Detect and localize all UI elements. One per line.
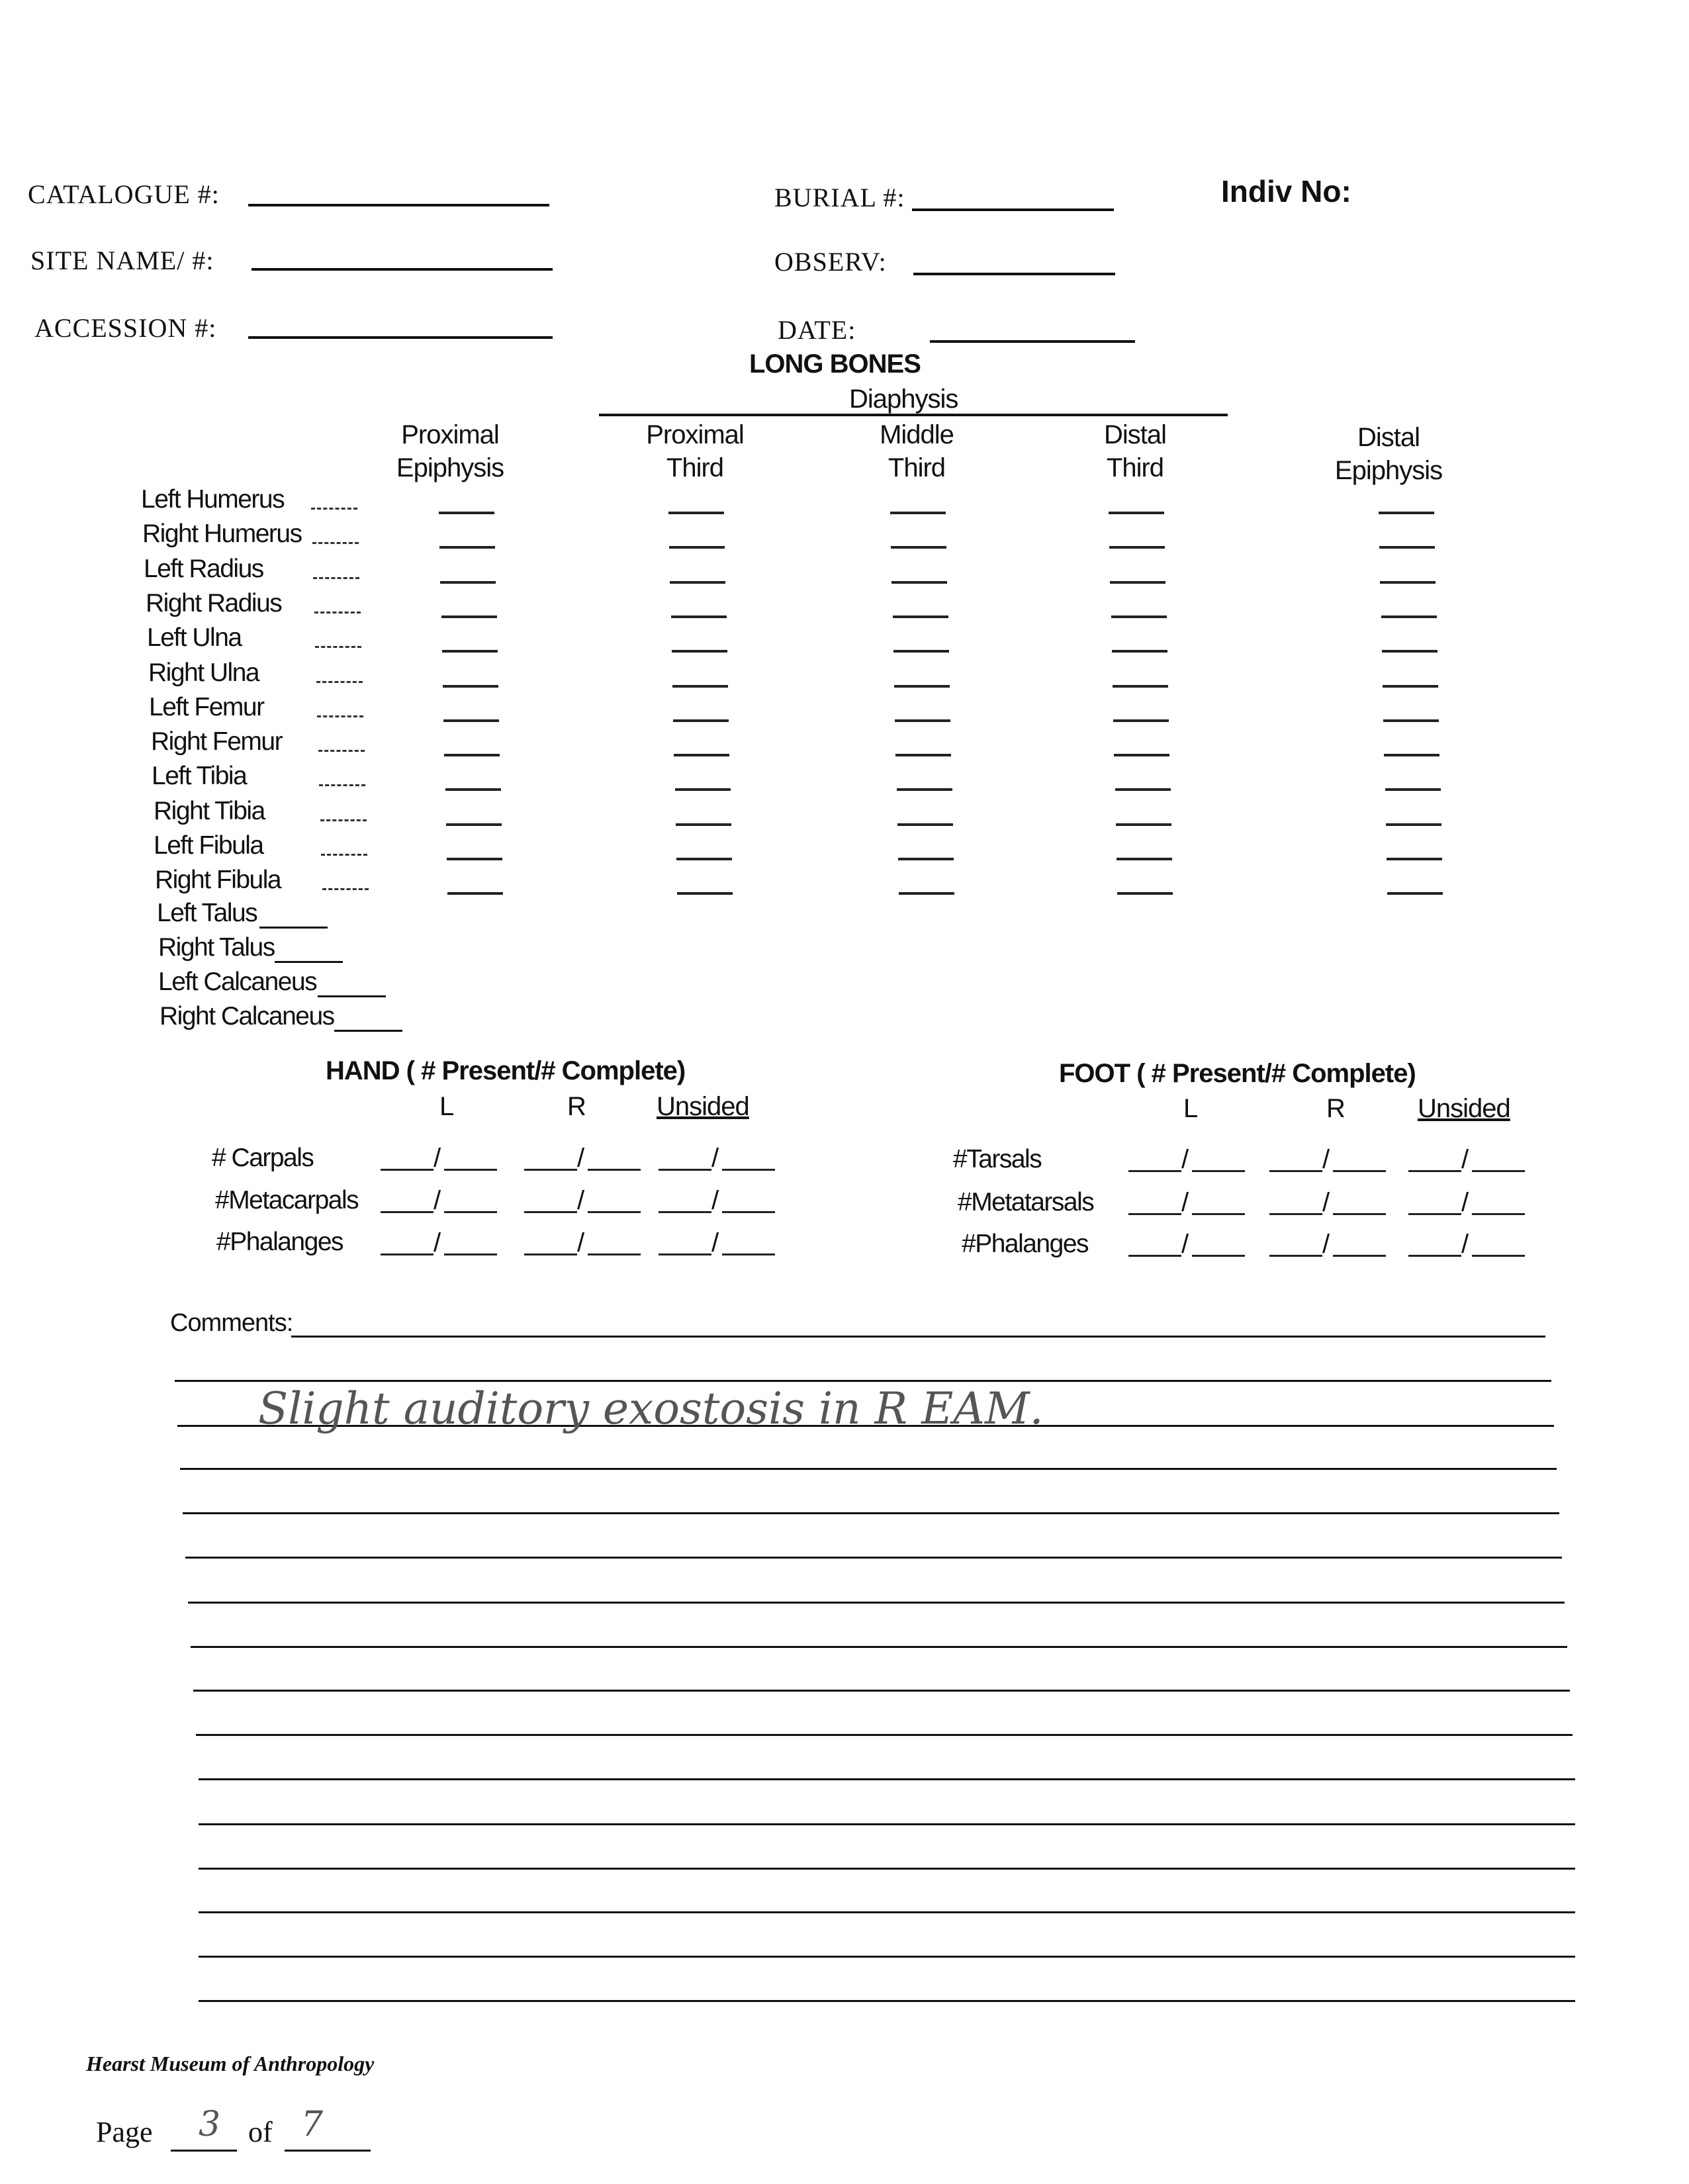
comment-line: [185, 1557, 1562, 1559]
fraction-slash: /: [1181, 1145, 1188, 1174]
bone-cell-field[interactable]: [440, 581, 496, 584]
talus-right-field[interactable]: [275, 961, 343, 963]
bone-label: Right Humerus: [142, 520, 302, 549]
bone-label: Left Calcaneus: [158, 968, 317, 996]
column-distal-epiphysis: Distal Epiphysis: [1334, 423, 1443, 485]
hand-col-unsided: Unsided: [657, 1092, 749, 1121]
comment-line: [199, 1778, 1575, 1780]
column-distal-third: Distal Third: [1103, 420, 1167, 482]
bone-cell-field[interactable]: [669, 546, 725, 549]
bone-row-presence-field[interactable]: [318, 750, 365, 752]
complete-count-field[interactable]: [1192, 1170, 1245, 1172]
bone-cell-field[interactable]: [1384, 754, 1439, 756]
present-count-field[interactable]: [1269, 1255, 1322, 1257]
hand-title: HAND ( # Present/# Complete): [326, 1056, 686, 1085]
fraction-slash: /: [1461, 1188, 1468, 1217]
bone-cell-field[interactable]: [672, 685, 728, 688]
bone-cell-field[interactable]: [893, 650, 949, 653]
bone-cell-field[interactable]: [439, 512, 494, 514]
fraction-slash: /: [577, 1186, 584, 1215]
present-count-field[interactable]: [1128, 1170, 1181, 1172]
complete-count-field[interactable]: [1333, 1170, 1386, 1172]
comment-line: [193, 1690, 1570, 1692]
bone-label: Left Femur: [149, 692, 264, 721]
complete-count-field[interactable]: [1333, 1255, 1386, 1257]
bone-label: Right Tibia: [154, 796, 265, 825]
bone-cell-field[interactable]: [1111, 615, 1167, 618]
bone-cell-field[interactable]: [447, 892, 503, 895]
bone-cell-field[interactable]: [439, 546, 495, 549]
foot-row-metatarsals: #Metatarsals: [958, 1188, 1094, 1216]
observ-label: OBSERV:: [774, 247, 887, 277]
bone-row-presence-field[interactable]: [321, 854, 367, 856]
bone-cell-field[interactable]: [441, 615, 497, 618]
bone-cell-field[interactable]: [1113, 685, 1168, 688]
fraction-slash: /: [1461, 1230, 1468, 1259]
accession-label: ACCESSION #:: [34, 313, 217, 343]
bone-cell-field[interactable]: [1114, 754, 1169, 756]
bone-cell-field[interactable]: [1116, 823, 1171, 826]
present-count-field[interactable]: [381, 1211, 434, 1213]
hand-row-metacarpals: #Metacarpals: [215, 1186, 359, 1214]
complete-count-field[interactable]: [1472, 1170, 1525, 1172]
present-count-field[interactable]: [1128, 1255, 1181, 1257]
fraction-slash: /: [1461, 1145, 1468, 1174]
bone-cell-field[interactable]: [676, 823, 731, 826]
present-count-field[interactable]: [381, 1169, 434, 1171]
bone-cell-field[interactable]: [443, 719, 499, 722]
bone-row-presence-field[interactable]: [317, 715, 363, 717]
page-total-line: [285, 2150, 371, 2152]
present-count-field[interactable]: [659, 1211, 711, 1213]
comment-line: [191, 1646, 1567, 1648]
complete-count-field[interactable]: [1192, 1255, 1245, 1257]
comment-line: [199, 2000, 1575, 2002]
fraction-slash: /: [1181, 1230, 1188, 1259]
present-count-field[interactable]: [1269, 1213, 1322, 1215]
hand-row-phalanges: #Phalanges: [216, 1228, 343, 1256]
comment-line: [175, 1380, 1551, 1382]
bone-label: Right Femur: [151, 727, 283, 756]
accession-field[interactable]: [248, 336, 553, 339]
bone-label: Left Ulna: [147, 623, 242, 653]
complete-count-field[interactable]: [588, 1211, 641, 1213]
bone-cell-field[interactable]: [676, 858, 732, 860]
bone-cell-field[interactable]: [1385, 788, 1441, 791]
comment-line: [199, 1911, 1575, 1913]
date-label: DATE:: [778, 315, 856, 345]
complete-count-field[interactable]: [722, 1169, 775, 1171]
bone-row-presence-field[interactable]: [315, 646, 361, 648]
bone-cell-field[interactable]: [1380, 581, 1436, 584]
bone-row-presence-field[interactable]: [313, 577, 359, 579]
bone-cell-field[interactable]: [898, 858, 954, 860]
bone-cell-field[interactable]: [1379, 546, 1435, 549]
comments-label: Comments:: [170, 1309, 293, 1337]
complete-count-field[interactable]: [444, 1169, 497, 1171]
burial-label: BURIAL #:: [774, 183, 905, 212]
bone-cell-field[interactable]: [1117, 858, 1172, 860]
complete-count-field[interactable]: [444, 1253, 497, 1255]
page-number: 3: [199, 2105, 221, 2144]
bone-cell-field[interactable]: [891, 581, 947, 584]
bone-cell-field[interactable]: [447, 858, 502, 860]
present-count-field[interactable]: [524, 1253, 577, 1255]
fraction-slash: /: [434, 1186, 440, 1215]
complete-count-field[interactable]: [1192, 1213, 1245, 1215]
bone-row-presence-field[interactable]: [311, 508, 357, 510]
present-count-field[interactable]: [1408, 1170, 1461, 1172]
bone-cell-field[interactable]: [442, 650, 498, 653]
bone-row-presence-field[interactable]: [312, 542, 359, 544]
comment-line: [199, 1956, 1575, 1958]
bone-cell-field[interactable]: [897, 823, 953, 826]
bone-label: Left Tibia: [152, 762, 247, 791]
calcaneus-left-field[interactable]: [318, 995, 386, 997]
bone-label: Right Ulna: [148, 658, 259, 687]
fraction-slash: /: [577, 1228, 584, 1257]
present-count-field[interactable]: [1128, 1213, 1181, 1215]
present-count-field[interactable]: [659, 1169, 711, 1171]
calcaneus-right-field[interactable]: [334, 1030, 402, 1032]
bone-label: Left Radius: [144, 554, 263, 583]
complete-count-field[interactable]: [722, 1211, 775, 1213]
present-count-field[interactable]: [1408, 1255, 1461, 1257]
bone-label: Right Radius: [146, 588, 282, 617]
bone-label: Left Fibula: [154, 831, 263, 860]
hand-col-r: R: [567, 1092, 586, 1121]
complete-count-field[interactable]: [1472, 1213, 1525, 1215]
observ-field[interactable]: [913, 273, 1115, 275]
fraction-slash: /: [711, 1228, 718, 1257]
bone-cell-field[interactable]: [1383, 719, 1439, 722]
comment-line: [199, 1868, 1575, 1870]
foot-col-unsided: Unsided: [1418, 1094, 1510, 1123]
bone-cell-field[interactable]: [443, 685, 498, 688]
fraction-slash: /: [1322, 1230, 1329, 1259]
site-name-field[interactable]: [251, 268, 553, 271]
bone-label: Left Humerus: [141, 485, 285, 514]
bone-cell-field[interactable]: [1110, 581, 1165, 584]
bone-cell-field[interactable]: [895, 719, 950, 722]
comment-line: [196, 1734, 1573, 1736]
long-bones-title: LONG BONES: [749, 349, 921, 379]
diaphysis-rule: [599, 414, 1228, 416]
present-count-field[interactable]: [1408, 1213, 1461, 1215]
fraction-slash: /: [577, 1144, 584, 1173]
fraction-slash: /: [434, 1144, 440, 1173]
site-name-label: SITE NAME/ #:: [30, 246, 214, 275]
foot-row-tarsals: #Tarsals: [953, 1145, 1042, 1173]
bone-cell-field[interactable]: [894, 685, 950, 688]
fraction-slash: /: [1322, 1145, 1329, 1174]
bone-cell-field[interactable]: [1115, 788, 1171, 791]
bone-cell-field[interactable]: [1386, 823, 1441, 826]
bone-cell-field[interactable]: [1112, 650, 1167, 653]
bone-cell-field[interactable]: [671, 615, 727, 618]
bone-cell-field[interactable]: [893, 615, 948, 618]
page-total: 7: [301, 2105, 324, 2144]
institution-name: Hearst Museum of Anthropology: [86, 2052, 375, 2075]
comment-line: [183, 1512, 1559, 1514]
column-proximal-epiphysis: Proximal Epiphysis: [396, 420, 504, 482]
foot-title: FOOT ( # Present/# Complete): [1059, 1059, 1416, 1088]
complete-count-field[interactable]: [1472, 1255, 1525, 1257]
fraction-slash: /: [711, 1144, 718, 1173]
page-number-line: [171, 2150, 237, 2152]
page-label: Page: [96, 2116, 153, 2148]
bone-row-presence-field[interactable]: [320, 819, 367, 821]
bone-cell-field[interactable]: [897, 788, 952, 791]
bone-cell-field[interactable]: [1379, 512, 1434, 514]
hand-row-carpals: # Carpals: [212, 1144, 314, 1172]
bone-cell-field[interactable]: [1383, 685, 1438, 688]
bone-cell-field[interactable]: [1387, 858, 1442, 860]
bone-cell-field[interactable]: [890, 512, 946, 514]
bone-cell-field[interactable]: [445, 788, 501, 791]
fraction-slash: /: [1181, 1188, 1188, 1217]
bone-row-presence-field[interactable]: [314, 612, 361, 614]
comment-line: [291, 1336, 1545, 1338]
foot-col-r: R: [1326, 1094, 1346, 1123]
catalogue-label: CATALOGUE #:: [28, 179, 220, 209]
bone-label: Left Talus: [157, 899, 257, 927]
bone-cell-field[interactable]: [1117, 892, 1173, 895]
bone-cell-field[interactable]: [891, 546, 946, 549]
bone-cell-field[interactable]: [895, 754, 951, 756]
foot-row-phalanges: #Phalanges: [962, 1230, 1089, 1258]
complete-count-field[interactable]: [588, 1169, 641, 1171]
bone-row-presence-field[interactable]: [319, 784, 365, 786]
column-proximal-third: Proximal Third: [646, 420, 744, 482]
present-count-field[interactable]: [1269, 1170, 1322, 1172]
bone-cell-field[interactable]: [1381, 615, 1437, 618]
bone-cell-field[interactable]: [444, 754, 500, 756]
foot-col-l: L: [1183, 1094, 1199, 1123]
bone-cell-field[interactable]: [1382, 650, 1438, 653]
complete-count-field[interactable]: [1333, 1213, 1386, 1215]
bone-label: Right Fibula: [155, 866, 281, 895]
comment-line: [188, 1602, 1565, 1604]
bone-cell-field[interactable]: [668, 512, 724, 514]
fraction-slash: /: [1322, 1188, 1329, 1217]
handwritten-comment: Slight auditory exostosis in R EAM.: [258, 1383, 1044, 1434]
present-count-field[interactable]: [524, 1211, 577, 1213]
comment-line: [199, 1823, 1575, 1825]
diaphysis-label: Diaphysis: [849, 385, 958, 414]
present-count-field[interactable]: [381, 1253, 434, 1255]
column-middle-third: Middle Third: [880, 420, 954, 482]
present-count-field[interactable]: [659, 1253, 711, 1255]
bone-cell-field[interactable]: [675, 788, 731, 791]
bone-cell-field[interactable]: [670, 581, 725, 584]
complete-count-field[interactable]: [588, 1253, 641, 1255]
talus-left-field[interactable]: [259, 927, 328, 929]
bone-label: Right Talus: [158, 933, 275, 962]
bone-cell-field[interactable]: [674, 754, 729, 756]
bone-cell-field[interactable]: [899, 892, 954, 895]
bone-cell-field[interactable]: [1387, 892, 1443, 895]
comment-line: [180, 1468, 1557, 1470]
of-label: of: [248, 2116, 273, 2148]
bone-cell-field[interactable]: [1109, 512, 1164, 514]
bone-row-presence-field[interactable]: [316, 681, 363, 683]
present-count-field[interactable]: [524, 1169, 577, 1171]
bone-cell-field[interactable]: [1109, 546, 1165, 549]
fraction-slash: /: [434, 1228, 440, 1257]
complete-count-field[interactable]: [444, 1211, 497, 1213]
bone-cell-field[interactable]: [672, 650, 727, 653]
bone-cell-field[interactable]: [1113, 719, 1169, 722]
bone-row-presence-field[interactable]: [322, 888, 369, 890]
complete-count-field[interactable]: [722, 1253, 775, 1255]
date-field[interactable]: [930, 340, 1135, 343]
bone-cell-field[interactable]: [673, 719, 729, 722]
hand-col-l: L: [439, 1092, 455, 1121]
bone-cell-field[interactable]: [677, 892, 733, 895]
fraction-slash: /: [711, 1186, 718, 1215]
bone-label: Right Calcaneus: [160, 1002, 334, 1030]
burial-field[interactable]: [912, 208, 1114, 211]
bone-cell-field[interactable]: [446, 823, 502, 826]
catalogue-field[interactable]: [248, 204, 549, 206]
indiv-label: Indiv No:: [1221, 174, 1351, 208]
